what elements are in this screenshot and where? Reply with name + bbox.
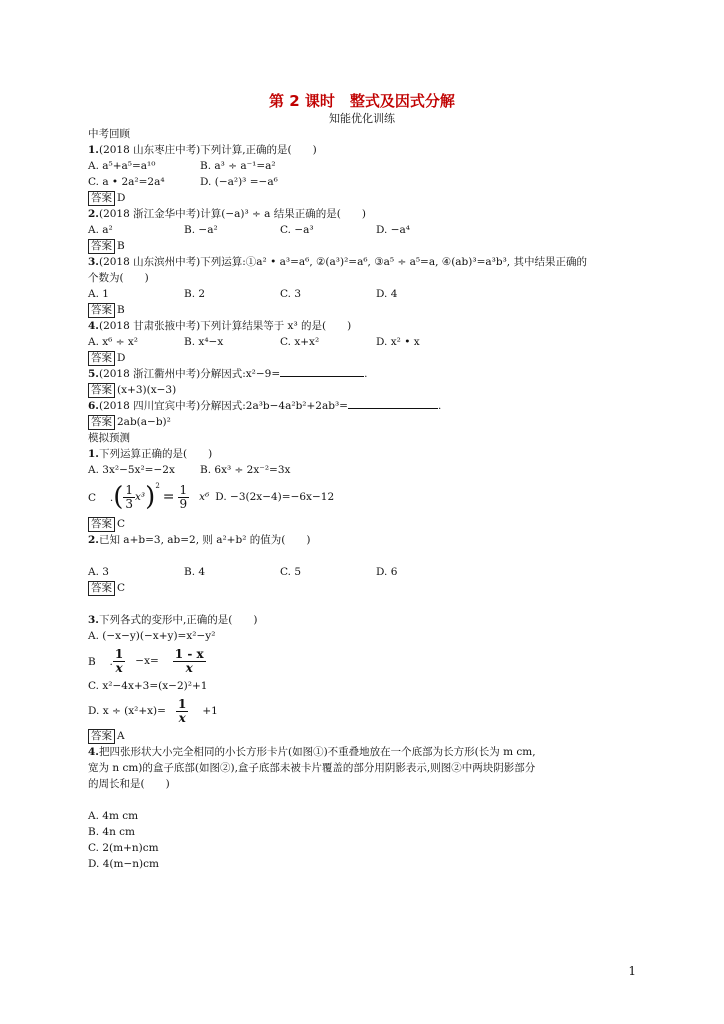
answer-row [88,382,648,398]
answer-row [88,728,648,744]
option-b: B. a³ ÷ a⁻¹=a² [200,160,276,172]
page-subtitle: 知能优化训练 [329,112,395,125]
question-number: 2. [88,534,99,546]
question-text: 把四张形状大小完全相同的小长方形卡片(如图①)不重叠地放在一个底部为长方形(长为 m cm, [98,746,536,758]
option-b: B. −a² [184,224,218,236]
option-b-formula [88,644,648,678]
answer-label: 答案 [88,383,115,398]
answer-row [88,414,648,430]
options-row [88,462,648,478]
question-number: 2. [88,208,99,220]
answer-row [88,238,648,254]
option-b: B. x⁴−x [184,336,224,348]
option-a: A. 4m cm [88,810,139,822]
option-c: C. −a³ [280,224,314,236]
option-c: C. x+x² [280,336,320,348]
document-body [88,126,648,872]
answer-row [88,190,648,206]
option-d: D. 4(m−n)cm [88,858,159,870]
spacer [88,792,648,808]
fraction-denominator: x [178,710,186,725]
option-c: C. 2(m+n)cm [88,842,159,854]
question-number: 1. [88,144,99,156]
option-b: B. 2 [184,288,206,300]
right-paren: ) [145,482,156,512]
options-row [88,222,648,238]
question-stem [88,254,648,270]
option-d: D. 6 [376,566,398,578]
question-text: (2018 山东枣庄中考)下列计算,正确的是( ) [98,144,317,156]
question-stem: 5.(2018 浙江衢州中考)分解因式:x²−9= . [88,368,368,380]
option-d: D. (−a²)³ =−a⁶ [200,176,278,188]
question-text: 已知 a+b=3, ab=2, 则 a²+b² 的值为( ) [98,534,311,546]
question-number: 5. [88,368,99,380]
question-number: 4. [88,320,99,332]
question-number: 4. [88,746,99,758]
option-a: A. a² [88,224,113,236]
question-stem [88,612,648,628]
option-b-prefix: B . [88,655,113,668]
answer-label: 答案 [88,239,115,254]
answer-blank [348,398,438,409]
fraction-numerator: 1 [177,696,187,711]
spacer [88,596,648,612]
answer-label: 答案 [88,581,115,596]
option-c-prefix: C . [88,491,114,504]
answer-label: 答案 [88,191,115,206]
question-stem [88,142,648,158]
question-text: 下列运算正确的是( ) [98,448,213,460]
option-a: A. (−x−y)(−x+y)=x²−y² [88,630,216,642]
fraction [176,698,188,725]
fraction-numerator: 1 [179,482,188,497]
option-d-prefix: D. x ÷ (x²+x)= [88,705,166,717]
page-number: 1 [628,964,636,978]
question-text: (2018 浙江金华中考)计算(−a)³ ÷ a 结果正确的是( ) [98,208,366,220]
question-text-cont: 的周长和是( ) [88,778,170,790]
answer-blank [280,366,364,377]
options-row [88,174,648,190]
option-d: D. x² • x [376,336,420,348]
answer-label: 答案 [88,351,115,366]
variable: x⁶ [199,491,210,503]
expression-suffix: +1 [202,705,218,717]
options-row [88,564,648,580]
option-d-formula [88,694,648,728]
option-c: C. 3 [280,288,302,300]
fraction-numerator: 1 - x [174,646,204,661]
fraction [178,484,190,511]
spacer [88,548,648,564]
question-stem: 6.(2018 四川宜宾中考)分解因式:2a³b−4a²b²+2ab³= . [88,400,442,412]
question-number: 6. [88,400,99,412]
answer-row [88,350,648,366]
answer-label: 答案 [88,415,115,430]
option-a: A. a⁵+a⁵=a¹⁰ [88,160,156,172]
option-a: A. 1 [88,288,109,300]
option-c-formula [88,478,648,516]
answer-value: A [117,730,125,742]
variable: x³ [135,491,146,503]
question-text: (2018 甘肃张掖中考)下列计算结果等于 x³ 的是( ) [98,320,352,332]
option-b: B. 6x³ ÷ 2x⁻²=3x [200,464,291,476]
question-text-cont: 个数为( ) [88,272,149,284]
fraction [113,648,125,675]
fraction-denominator: 9 [179,496,188,511]
option-d: D. −3(2x−4)=−6x−12 [215,491,335,503]
page-title: 第 2 课时 整式及因式分解 [269,92,455,110]
equals-sign: = [162,489,175,505]
question-stem [88,532,648,548]
expression-middle: −x= [135,655,159,667]
answer-label: 答案 [88,517,115,532]
question-text: (2018 山东滨州中考)下列运算:①a² • a³=a⁶, ②(a³)²=a⁶, ③a⁵ ÷ a⁵=a, ④(ab)³=a³b³, 其中结果正确的 [98,256,587,268]
question-number: 3. [88,614,99,626]
answer-value: D [117,192,126,204]
option-c: C. 5 [280,566,302,578]
fraction-denominator: x [185,660,193,675]
fraction-denominator: x [115,660,123,675]
option-a: A. 3 [88,566,109,578]
option-b: B. 4 [184,566,206,578]
option-b: B. 4n cm [88,826,136,838]
option-d: D. −a⁴ [376,224,410,236]
answer-row [88,580,648,596]
answer-value: B [117,304,125,316]
option-d: D. 4 [376,288,398,300]
answer-row [88,516,648,532]
question-stem [88,318,648,334]
fraction-numerator: 1 [114,646,124,661]
fraction [173,648,206,675]
question-stem [88,446,648,462]
question-text-cont: 宽为 n cm)的盒子底部(如图②),盒子底部未被卡片覆盖的部分用阴影表示,则图②中两块阴影部分 [88,762,536,774]
answer-value: C [117,518,126,530]
fraction-denominator: 3 [125,496,134,511]
answer-value: D [117,352,126,364]
answer-value: 2ab(a−b)² [117,416,171,428]
section-mock-forecast: 模拟预测 [88,432,130,444]
question-number: 1. [88,448,99,460]
answer-value: B [117,240,125,252]
section-exam-review: 中考回顾 [88,128,130,140]
question-text: (2018 浙江衢州中考)分解因式:x²−9= [98,368,281,380]
options-row [88,334,648,350]
question-stem [88,206,648,222]
option-c: C. a • 2a²=2a⁴ [88,176,165,188]
option-c: C. x²−4x+3=(x−2)²+1 [88,680,208,692]
answer-label: 答案 [88,303,115,318]
options-row [88,286,648,302]
question-stem [88,744,648,760]
answer-row [88,302,648,318]
question-text: 下列各式的变形中,正确的是( ) [98,614,258,626]
option-a: A. 3x²−5x²=−2x [88,464,175,476]
question-number: 3. [88,256,99,268]
exponent: 2 [155,482,160,490]
fraction [123,484,135,511]
options-row [88,158,648,174]
answer-label: 答案 [88,729,115,744]
option-a: A. x⁶ ÷ x² [88,336,138,348]
fraction-numerator: 1 [125,482,134,497]
left-paren: ( [113,482,124,512]
answer-value: (x+3)(x−3) [117,384,177,396]
answer-value: C [117,582,126,594]
question-text: (2018 四川宜宾中考)分解因式:2a³b−4a²b²+2ab³= [98,400,348,412]
